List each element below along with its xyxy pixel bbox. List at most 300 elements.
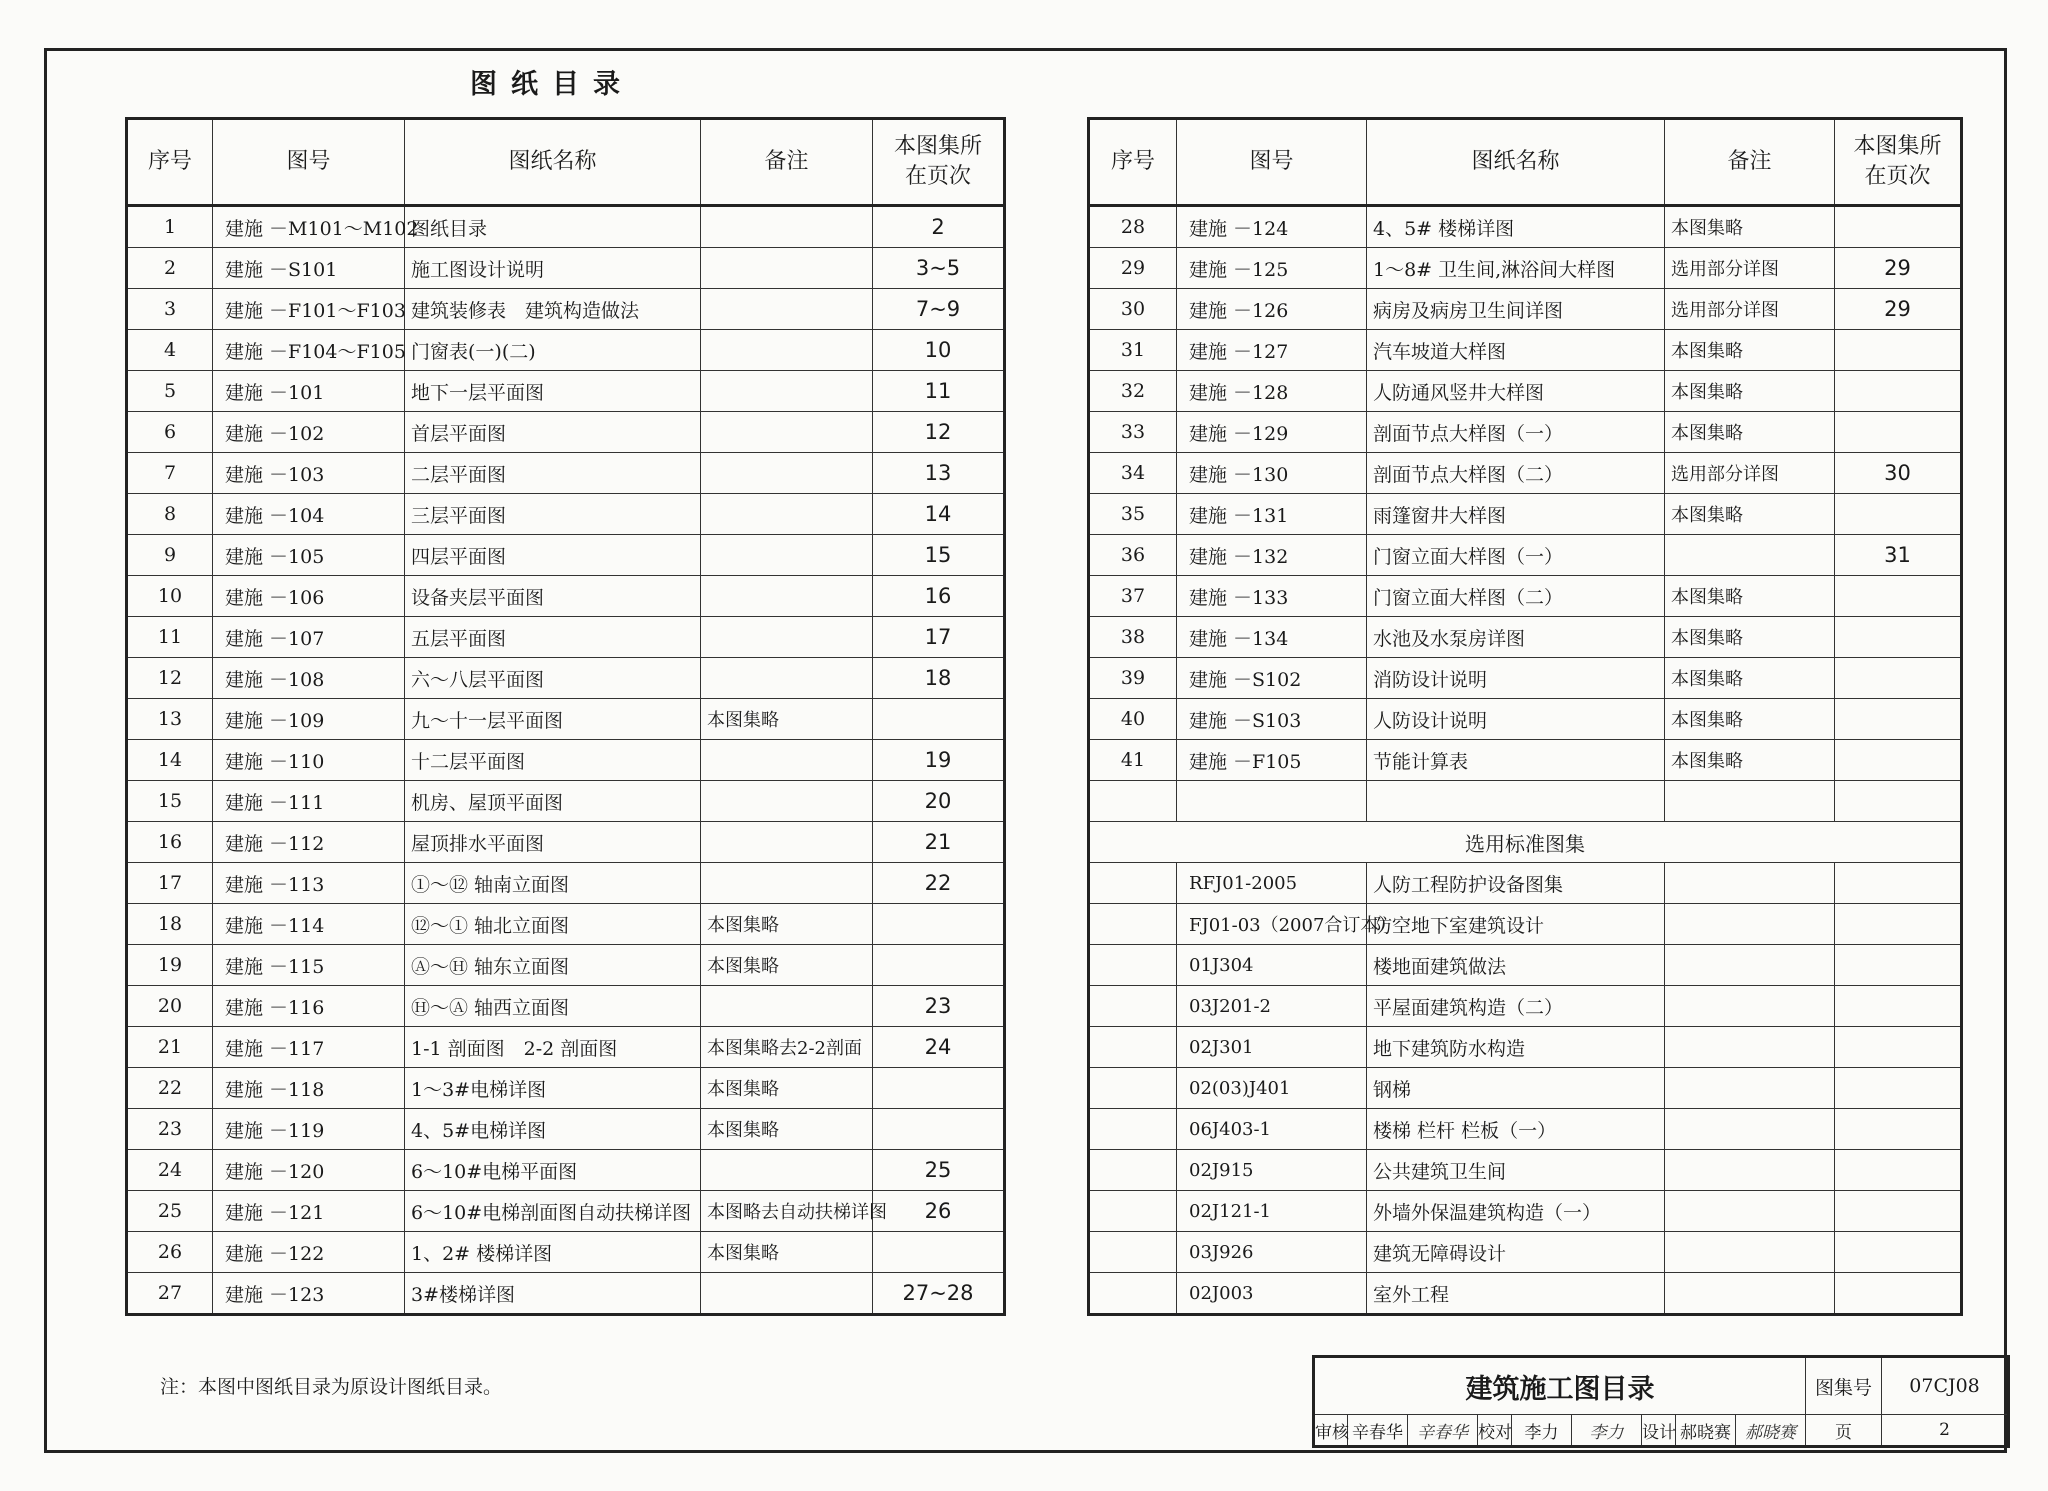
drawing-code: 建施 －116 <box>213 986 405 1027</box>
row-number: 5 <box>127 371 213 412</box>
table-row <box>127 289 1005 330</box>
drawing-name: 病房及病房卫生间详图 <box>1367 289 1665 330</box>
drawing-code: 建施 －S102 <box>1177 658 1367 699</box>
atlas-name: 楼地面建筑做法 <box>1367 945 1665 986</box>
drawing-name: ①～⑫ 轴南立面图 <box>405 863 701 904</box>
standard-atlas-row <box>1089 1068 1962 1109</box>
blank-cell <box>1089 1273 1177 1315</box>
drawing-code: 建施 －118 <box>213 1068 405 1109</box>
table-row <box>127 248 1005 289</box>
drawing-note: 本图集略 <box>701 1232 873 1273</box>
header-note: 备注 <box>1665 119 1835 206</box>
drawing-name: 6～10#电梯平面图 <box>405 1150 701 1191</box>
drawing-name: Ⓗ～Ⓐ 轴西立面图 <box>405 986 701 1027</box>
table-row <box>1089 576 1962 617</box>
drawing-note: 本图集略 <box>1665 576 1835 617</box>
check-name: 李力 <box>1512 1415 1572 1447</box>
drawing-note: 本图集略 <box>701 945 873 986</box>
drawing-note: 本图集略 <box>1665 658 1835 699</box>
drawing-code: 建施 －132 <box>1177 535 1367 576</box>
row-number: 14 <box>127 740 213 781</box>
check-signature: 李力 <box>1572 1415 1642 1447</box>
design-name: 郝晓赛 <box>1676 1415 1736 1447</box>
page-ref: 2 <box>873 206 1005 248</box>
blank-cell <box>1835 904 1962 945</box>
atlas-code: 02J121-1 <box>1177 1191 1367 1232</box>
drawing-code: 建施 －115 <box>213 945 405 986</box>
row-number: 3 <box>127 289 213 330</box>
title-block-name: 建筑施工图目录 <box>1314 1357 1806 1415</box>
drawing-code: 建施 －S101 <box>213 248 405 289</box>
drawing-name: 门窗立面大样图（一） <box>1367 535 1665 576</box>
row-number: 29 <box>1089 248 1177 289</box>
blank-cell <box>1089 1027 1177 1068</box>
page-ref: 21 <box>873 822 1005 863</box>
page-ref <box>1835 371 1962 412</box>
atlas-name: 建筑无障碍设计 <box>1367 1232 1665 1273</box>
drawing-note: 本图集略 <box>1665 412 1835 453</box>
drawing-name: 人防设计说明 <box>1367 699 1665 740</box>
drawing-name: ⑫～① 轴北立面图 <box>405 904 701 945</box>
page-ref: 3~5 <box>873 248 1005 289</box>
drawing-code: 建施 －126 <box>1177 289 1367 330</box>
drawing-code: 建施 －102 <box>213 412 405 453</box>
atlas-code: 02J301 <box>1177 1027 1367 1068</box>
drawing-note <box>701 781 873 822</box>
row-number: 33 <box>1089 412 1177 453</box>
page-ref: 23 <box>873 986 1005 1027</box>
drawing-name: 地下一层平面图 <box>405 371 701 412</box>
drawing-code: 建施 －106 <box>213 576 405 617</box>
table-row <box>127 1150 1005 1191</box>
atlas-label: 图集号 <box>1806 1357 1882 1415</box>
table-row <box>1089 453 1962 494</box>
drawing-note: 本图集略 <box>701 1068 873 1109</box>
drawing-code: 建施 －104 <box>213 494 405 535</box>
drawing-note <box>701 330 873 371</box>
atlas-number: 07CJ08 <box>1882 1357 2009 1415</box>
blank-cell <box>1665 863 1835 904</box>
drawing-note <box>701 453 873 494</box>
page-ref <box>1835 699 1962 740</box>
row-number: 13 <box>127 699 213 740</box>
table-row <box>1089 617 1962 658</box>
row-number: 25 <box>127 1191 213 1232</box>
page-ref: 13 <box>873 453 1005 494</box>
table-row <box>1089 412 1962 453</box>
design-label: 设计 <box>1642 1415 1676 1447</box>
drawing-note: 本图略去自动扶梯详图 <box>701 1191 873 1232</box>
drawing-code: 建施 －F105 <box>1177 740 1367 781</box>
standard-atlas-row <box>1089 1150 1962 1191</box>
drawing-name: 1～3#电梯详图 <box>405 1068 701 1109</box>
row-number: 4 <box>127 330 213 371</box>
drawing-name: 雨篷窗井大样图 <box>1367 494 1665 535</box>
drawing-name: 水池及水泵房详图 <box>1367 617 1665 658</box>
drawing-code: 建施 －101 <box>213 371 405 412</box>
blank-cell <box>1665 1191 1835 1232</box>
drawing-name: 6～10#电梯剖面图自动扶梯详图 <box>405 1191 701 1232</box>
review-signature: 辛春华 <box>1408 1415 1478 1447</box>
table-row <box>127 986 1005 1027</box>
table-row <box>127 945 1005 986</box>
blank-cell <box>1089 945 1177 986</box>
page-ref <box>1835 576 1962 617</box>
blank-cell <box>1665 1150 1835 1191</box>
blank-cell <box>1089 904 1177 945</box>
table-row <box>1089 248 1962 289</box>
table-row <box>127 1232 1005 1273</box>
row-number: 21 <box>127 1027 213 1068</box>
table-row <box>127 535 1005 576</box>
drawing-note: 本图集略 <box>1665 371 1835 412</box>
page-ref: 30 <box>1835 453 1962 494</box>
blank-cell <box>1835 1232 1962 1273</box>
drawing-note: 本图集略 <box>701 904 873 945</box>
row-number: 17 <box>127 863 213 904</box>
atlas-name: 地下建筑防水构造 <box>1367 1027 1665 1068</box>
blank-cell <box>1835 1150 1962 1191</box>
atlas-name: 室外工程 <box>1367 1273 1665 1315</box>
drawing-code: 建施 －127 <box>1177 330 1367 371</box>
page-ref <box>1835 740 1962 781</box>
drawing-name: 设备夹层平面图 <box>405 576 701 617</box>
table-row <box>127 740 1005 781</box>
drawing-code: 建施 －117 <box>213 1027 405 1068</box>
blank-cell <box>1665 945 1835 986</box>
drawing-note <box>701 986 873 1027</box>
table-row <box>127 822 1005 863</box>
blank-cell <box>1835 1027 1962 1068</box>
table-row <box>127 617 1005 658</box>
drawing-name: 3#楼梯详图 <box>405 1273 701 1315</box>
page-ref <box>1835 617 1962 658</box>
standard-atlas-row <box>1089 863 1962 904</box>
drawing-name: 4、5# 楼梯详图 <box>1367 206 1665 248</box>
drawing-note <box>701 289 873 330</box>
header-note: 备注 <box>701 119 873 206</box>
row-number: 30 <box>1089 289 1177 330</box>
drawing-note <box>701 617 873 658</box>
drawing-note: 本图集略 <box>701 699 873 740</box>
drawing-code: 建施 －133 <box>1177 576 1367 617</box>
drawing-name: 建筑装修表 建筑构造做法 <box>405 289 701 330</box>
table-row <box>1089 658 1962 699</box>
atlas-code: RFJ01-2005 <box>1177 863 1367 904</box>
blank-cell <box>1835 945 1962 986</box>
header-page: 本图集所在页次 <box>873 119 1005 206</box>
atlas-name: 防空地下室建筑设计 <box>1367 904 1665 945</box>
page-ref: 22 <box>873 863 1005 904</box>
table-row <box>1089 330 1962 371</box>
table-row <box>127 576 1005 617</box>
drawing-note <box>701 658 873 699</box>
drawing-note: 选用部分详图 <box>1665 248 1835 289</box>
standard-atlas-row <box>1089 986 1962 1027</box>
row-number: 18 <box>127 904 213 945</box>
blank-cell <box>1835 863 1962 904</box>
page-ref: 24 <box>873 1027 1005 1068</box>
table-row <box>127 781 1005 822</box>
drawing-note: 本图集略 <box>1665 740 1835 781</box>
page-ref <box>873 1068 1005 1109</box>
page-ref: 26 <box>873 1191 1005 1232</box>
drawing-code: 建施 －114 <box>213 904 405 945</box>
standard-atlas-row <box>1089 1109 1962 1150</box>
drawing-code: 建施 －109 <box>213 699 405 740</box>
table-row <box>127 371 1005 412</box>
table-row <box>127 453 1005 494</box>
standard-atlas-row <box>1089 1232 1962 1273</box>
drawing-name: 1～8# 卫生间,淋浴间大样图 <box>1367 248 1665 289</box>
drawing-name: 施工图设计说明 <box>405 248 701 289</box>
row-number: 27 <box>127 1273 213 1315</box>
blank-cell <box>1665 1027 1835 1068</box>
atlas-code: 02(03)J401 <box>1177 1068 1367 1109</box>
header-no: 序号 <box>127 119 213 206</box>
blank-cell <box>1089 863 1177 904</box>
page-ref: 14 <box>873 494 1005 535</box>
drawing-name: 三层平面图 <box>405 494 701 535</box>
atlas-code: 03J926 <box>1177 1232 1367 1273</box>
right-header-row <box>1089 119 1962 206</box>
atlas-code: 02J003 <box>1177 1273 1367 1315</box>
row-number: 10 <box>127 576 213 617</box>
table-row <box>1089 699 1962 740</box>
atlas-name: 外墙外保温建筑构造（一） <box>1367 1191 1665 1232</box>
page-ref <box>873 1232 1005 1273</box>
drawing-note <box>1665 535 1835 576</box>
page-ref: 17 <box>873 617 1005 658</box>
row-number: 15 <box>127 781 213 822</box>
drawing-name: 九～十一层平面图 <box>405 699 701 740</box>
row-number: 40 <box>1089 699 1177 740</box>
page-ref: 29 <box>1835 248 1962 289</box>
atlas-code: 02J915 <box>1177 1150 1367 1191</box>
standard-atlas-row <box>1089 904 1962 945</box>
drawing-note: 本图集略 <box>1665 206 1835 248</box>
drawing-name: 五层平面图 <box>405 617 701 658</box>
atlas-name: 公共建筑卫生间 <box>1367 1150 1665 1191</box>
drawing-code: 建施 －125 <box>1177 248 1367 289</box>
drawing-code: 建施 －M101～M102 <box>213 206 405 248</box>
atlas-code: 03J201-2 <box>1177 986 1367 1027</box>
standard-atlas-row <box>1089 1027 1962 1068</box>
table-row <box>127 863 1005 904</box>
drawing-name: 剖面节点大样图（二） <box>1367 453 1665 494</box>
table-row <box>1089 740 1962 781</box>
table-row <box>127 1273 1005 1315</box>
drawing-name: 消防设计说明 <box>1367 658 1665 699</box>
drawing-note <box>701 740 873 781</box>
row-number: 38 <box>1089 617 1177 658</box>
page-ref: 18 <box>873 658 1005 699</box>
blank-cell <box>1835 1191 1962 1232</box>
drawing-name: 1-1 剖面图 2-2 剖面图 <box>405 1027 701 1068</box>
check-label: 校对 <box>1478 1415 1512 1447</box>
table-row <box>1089 371 1962 412</box>
blank-cell <box>1089 986 1177 1027</box>
drawing-name: 人防通风竖井大样图 <box>1367 371 1665 412</box>
blank-cell <box>1089 1232 1177 1273</box>
standard-atlas-row <box>1089 1191 1962 1232</box>
standard-atlas-row <box>1089 1273 1962 1315</box>
atlas-code: 01J304 <box>1177 945 1367 986</box>
blank-cell <box>1665 1232 1835 1273</box>
drawing-code: 建施 －128 <box>1177 371 1367 412</box>
page-ref <box>1835 494 1962 535</box>
drawing-note <box>701 535 873 576</box>
table-row <box>127 1191 1005 1232</box>
drawing-code: 建施 －103 <box>213 453 405 494</box>
drawing-code: 建施 －S103 <box>1177 699 1367 740</box>
page-number: 2 <box>1882 1415 2009 1447</box>
drawing-code: 建施 －130 <box>1177 453 1367 494</box>
table-row <box>127 494 1005 535</box>
blank-cell <box>1665 904 1835 945</box>
drawing-note <box>701 1273 873 1315</box>
header-code: 图号 <box>213 119 405 206</box>
drawing-name: 4、5#电梯详图 <box>405 1109 701 1150</box>
row-number: 20 <box>127 986 213 1027</box>
blank-cell <box>1089 1150 1177 1191</box>
drawing-code: 建施 －110 <box>213 740 405 781</box>
standard-atlas-title: 选用标准图集 <box>1089 822 1962 863</box>
drawing-code: 建施 －123 <box>213 1273 405 1315</box>
drawing-note <box>701 206 873 248</box>
drawing-name: Ⓐ～Ⓗ 轴东立面图 <box>405 945 701 986</box>
header-name: 图纸名称 <box>405 119 701 206</box>
atlas-code: FJ01-03（2007合订本） <box>1177 904 1367 945</box>
standard-atlas-row <box>1089 945 1962 986</box>
blank-cell <box>1089 1109 1177 1150</box>
page-ref: 11 <box>873 371 1005 412</box>
row-number: 23 <box>127 1109 213 1150</box>
page-title: 图纸目录 <box>470 69 634 100</box>
drawing-name: 首层平面图 <box>405 412 701 453</box>
atlas-name: 钢梯 <box>1367 1068 1665 1109</box>
header-no: 序号 <box>1089 119 1177 206</box>
row-number: 28 <box>1089 206 1177 248</box>
header-page: 本图集所在页次 <box>1835 119 1962 206</box>
page-ref <box>873 904 1005 945</box>
title-block <box>1312 1355 2010 1448</box>
table-row <box>127 1109 1005 1150</box>
drawing-note: 选用部分详图 <box>1665 453 1835 494</box>
drawing-code: 建施 －120 <box>213 1150 405 1191</box>
drawing-name: 四层平面图 <box>405 535 701 576</box>
table-row <box>127 412 1005 453</box>
drawing-code: 建施 －108 <box>213 658 405 699</box>
design-signature: 郝晓赛 <box>1736 1415 1806 1447</box>
row-number: 41 <box>1089 740 1177 781</box>
row-number: 19 <box>127 945 213 986</box>
table-row <box>1089 535 1962 576</box>
drawing-code: 建施 －111 <box>213 781 405 822</box>
drawing-note: 本图集略 <box>701 1109 873 1150</box>
blank-cell <box>1665 1109 1835 1150</box>
table-row <box>127 1027 1005 1068</box>
drawing-code: 建施 －121 <box>213 1191 405 1232</box>
page-ref <box>873 699 1005 740</box>
row-number: 37 <box>1089 576 1177 617</box>
row-number: 11 <box>127 617 213 658</box>
blank-cell <box>1665 1068 1835 1109</box>
drawing-note: 本图集略 <box>1665 330 1835 371</box>
drawing-note <box>701 248 873 289</box>
blank-cell <box>1835 1273 1962 1315</box>
drawing-note <box>701 822 873 863</box>
drawing-note <box>701 863 873 904</box>
row-number: 1 <box>127 206 213 248</box>
empty-cell <box>1177 781 1367 822</box>
drawing-name: 机房、屋顶平面图 <box>405 781 701 822</box>
atlas-name: 平屋面建筑构造（二） <box>1367 986 1665 1027</box>
row-number: 8 <box>127 494 213 535</box>
drawing-code: 建施 －107 <box>213 617 405 658</box>
empty-cell <box>1835 781 1962 822</box>
page-ref: 7~9 <box>873 289 1005 330</box>
page-ref <box>1835 206 1962 248</box>
drawing-name: 门窗表(一)(二) <box>405 330 701 371</box>
page-ref: 29 <box>1835 289 1962 330</box>
atlas-code: 06J403-1 <box>1177 1109 1367 1150</box>
blank-cell <box>1835 986 1962 1027</box>
table-row <box>1089 206 1962 248</box>
table-row <box>127 904 1005 945</box>
row-number: 36 <box>1089 535 1177 576</box>
table-row <box>127 206 1005 248</box>
drawing-code: 建施 －105 <box>213 535 405 576</box>
drawing-name: 图纸目录 <box>405 206 701 248</box>
drawing-code: 建施 －122 <box>213 1232 405 1273</box>
drawing-name: 1、2# 楼梯详图 <box>405 1232 701 1273</box>
right-directory-table <box>1087 117 1963 1316</box>
drawing-name: 六～八层平面图 <box>405 658 701 699</box>
table-row <box>1089 289 1962 330</box>
table-row <box>127 699 1005 740</box>
drawing-note: 本图集略 <box>1665 494 1835 535</box>
row-number: 12 <box>127 658 213 699</box>
atlas-name: 楼梯 栏杆 栏板（一） <box>1367 1109 1665 1150</box>
page-ref <box>1835 658 1962 699</box>
row-number: 7 <box>127 453 213 494</box>
drawing-code: 建施 －113 <box>213 863 405 904</box>
empty-row <box>1089 781 1962 822</box>
row-number: 2 <box>127 248 213 289</box>
blank-cell <box>1665 986 1835 1027</box>
page-ref: 20 <box>873 781 1005 822</box>
left-directory-table <box>125 117 1006 1316</box>
table-row <box>127 658 1005 699</box>
drawing-name: 十二层平面图 <box>405 740 701 781</box>
review-label: 审核 <box>1314 1415 1348 1447</box>
row-number: 34 <box>1089 453 1177 494</box>
drawing-code: 建施 －112 <box>213 822 405 863</box>
drawing-note <box>701 576 873 617</box>
blank-cell <box>1665 1273 1835 1315</box>
drawing-code: 建施 －F104～F105 <box>213 330 405 371</box>
drawing-note <box>701 1150 873 1191</box>
standard-atlas-title-row <box>1089 822 1962 863</box>
page-ref: 25 <box>873 1150 1005 1191</box>
drawing-name: 节能计算表 <box>1367 740 1665 781</box>
drawing-note <box>701 371 873 412</box>
drawing-code: 建施 －119 <box>213 1109 405 1150</box>
blank-cell <box>1835 1068 1962 1109</box>
drawing-name: 门窗立面大样图（二） <box>1367 576 1665 617</box>
page-ref <box>1835 330 1962 371</box>
